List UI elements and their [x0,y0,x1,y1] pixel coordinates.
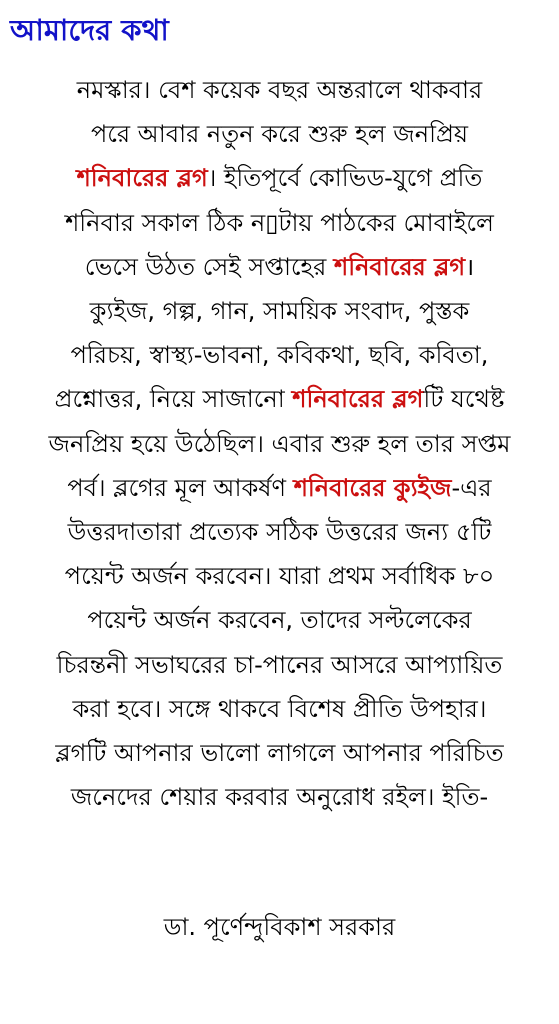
body-line [6,466,553,510]
body-text-segment: পরিচয়, স্বাস্থ্য-ভাবনা, কবিকথা, ছবি, কবিতা, [70,341,489,370]
body-line [6,643,553,687]
body-text-segment: টি যথেষ্ট [423,385,505,414]
body-text-segment: ব্লগটি আপনার ভালো লাগলে আপনার পরিচিত [55,739,504,768]
body-text-segment: জনেদের শেয়ার করবার অনুরোধ রইল। ইতি- [70,783,489,812]
highlighted-blog-name: শনিবারের ক্যুইজ [293,473,452,502]
body-line [6,731,553,775]
body-text-segment: করা হবে। সঙ্গে থাকবে বিশেষ প্রীতি উপহার। [72,694,487,723]
body-line [6,510,553,554]
body-text-segment: প্রশ্নোত্তর, নিয়ে সাজানো [54,385,293,414]
body-line [6,422,553,466]
body-line [6,687,553,731]
body-text-segment: পয়েন্ট অর্জন করবেন, তাদের সল্টলেকের [87,606,472,635]
body-line [6,245,553,289]
page-title: আমাদের কথা [10,13,169,47]
highlighted-blog-name: শনিবারের ব্লগ [76,164,208,193]
body-text-segment: পর্ব। ব্লগের মূল আকর্ষণ [67,473,294,502]
body-text-segment: । ইতিপূর্বে কোভিড-যুগে প্রতি [207,164,483,193]
body-text-segment: পরে আবার নতুন করে শুরু হল জনপ্রিয় [91,120,468,149]
body-line [6,201,553,245]
body-text-segment: উত্তরদাতারা প্রত্যেক সঠিক উত্তরের জন্য ৫টি [67,518,492,547]
highlighted-blog-name: শনিবারের ব্লগ [292,385,424,414]
body-line [6,775,553,819]
body-line [6,377,553,421]
announcement-body [6,68,553,819]
body-text-segment: ক্যুইজ, গল্প, গান, সাময়িক সংবাদ, পুস্তক [89,297,470,326]
body-text-segment: জনপ্রিয় হয়ে উঠেছিল। এবার শুরু হল তার সপ্তম [48,429,511,458]
body-text-segment: । [465,252,475,281]
body-text-segment: পয়েন্ট অর্জন করবেন। যারা প্রথম সর্বাধিক ৮০ [64,562,495,591]
author-signature: ডা. পূর্ণেন্দুবিকাশ সরকার [163,913,396,941]
body-text-segment: চিরন্তনী সভাঘরের চা-পানের আসরে আপ্যায়িত [56,650,503,679]
body-line [6,112,553,156]
body-line [6,598,553,642]
body-text-segment: ভেসে উঠত সেই সপ্তাহের [84,252,334,281]
body-line [6,68,553,112]
highlighted-blog-name: শনিবারের ব্লগ [334,252,466,281]
body-text-segment: -এর [451,473,492,502]
body-text-segment: নমস্কার। বেশ কয়েক বছর অন্তরালে থাকবার [76,76,483,104]
body-text-segment: শনিবার সকাল ঠিক ন▯টায় পাঠকের মোবাইলে [65,208,494,237]
body-line [6,554,553,598]
body-line [6,156,553,200]
body-line [6,289,553,333]
body-line [6,333,553,377]
